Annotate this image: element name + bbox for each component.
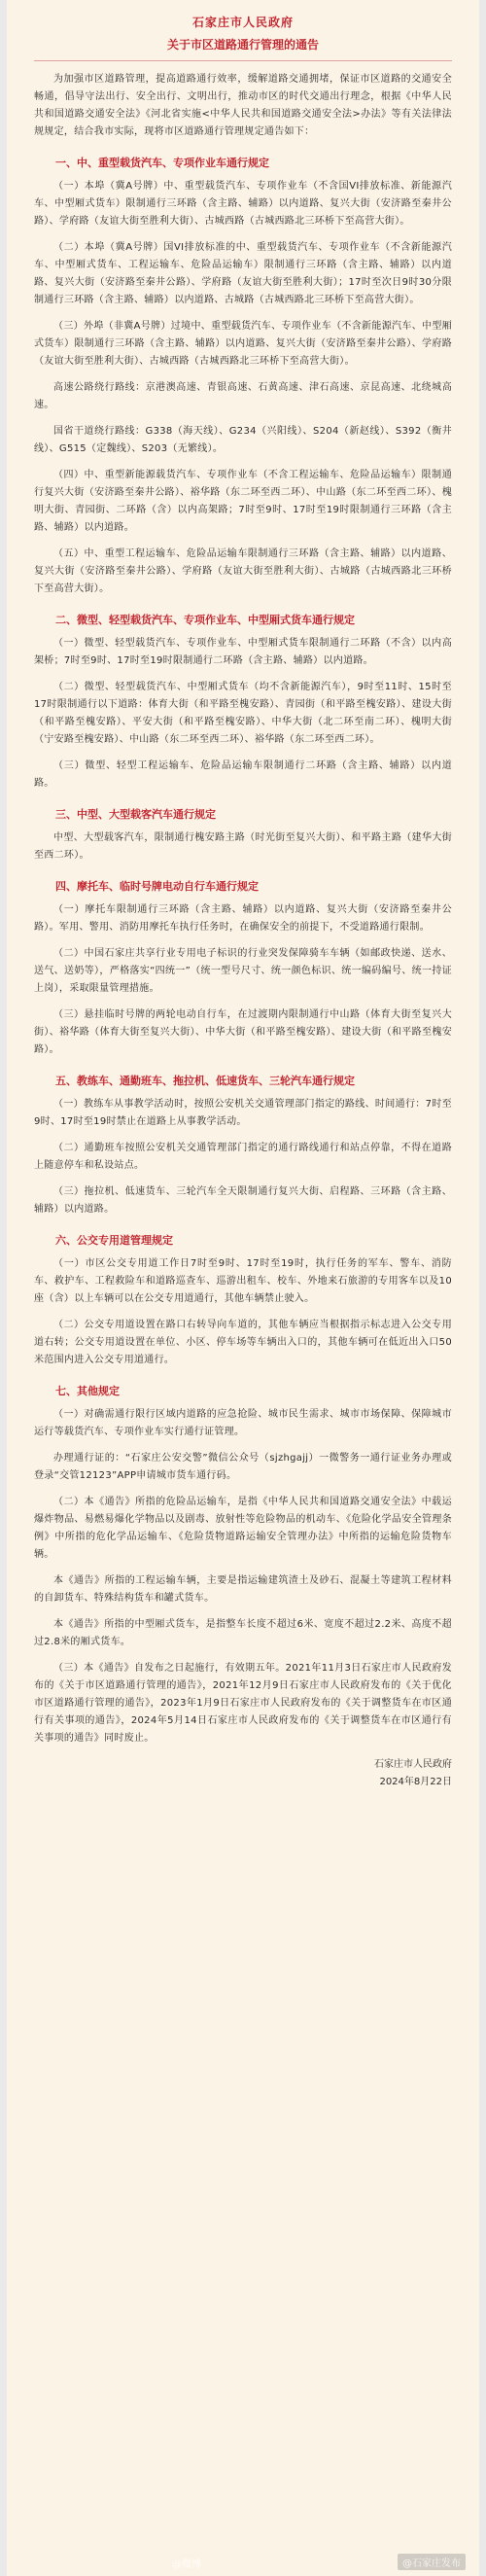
watermark-right: @石家庄发布	[398, 2554, 466, 2570]
signature-org: 石家庄市人民政府	[374, 1759, 452, 1770]
document-title: 关于市区道路通行管理的通告	[166, 38, 319, 52]
section	[34, 612, 452, 793]
title-divider	[34, 60, 452, 61]
section-paragraph: （四）中、重型新能源载货汽车、专项作业车（不含工程运输车、危险品运输车）限制通行复兴大街（安济路至秦井公路）、裕华路（东二环至西二环）、中山路（东二环至西二环）、槐明大街、青园街、二环路（含）以内高架路；7时至9时、17时至19时限制通行三环路（含主路、辅路）以内道路。	[34, 470, 452, 533]
section-title: 三、中型、大型载客汽车通行规定	[55, 808, 216, 821]
section-paragraph: （五）中、重型工程运输车、危险品运输车限制通行三环路（含主路、辅路）以内道路、复兴大街（安济路至秦井公路）、学府路（友谊大街至胜利大街）、古城路（古城西路北三环桥下至高营大街）。	[34, 548, 452, 594]
section-paragraph: （一）本埠（冀A号牌）中、重型载货汽车、专项作业车（不含国VI排放标准、新能源汽车、中型厢式货车）限制通行三环路（含主路、辅路）以内道路、复兴大街（安济路至秦井公路）、学府路（友谊大街至胜利大街）、古城西路（古城西路北三环桥下至高营大街）。	[34, 181, 452, 227]
signature-block	[34, 1756, 452, 1791]
section-title: 二、微型、轻型载货汽车、专项作业车、中型厢式货车通行规定	[55, 614, 355, 626]
section-paragraph: （二）公交专用道设置在路口右转导向车道的，其他车辆应当根据指示标志进入公交专用道右转；公交专用道设置在单位、小区、停车场等车辆出入口的，其他车辆可在低近出入口50米范围内进入公交专用道通行。	[34, 1320, 452, 1365]
intro-paragraph: 为加强市区道路管理，提高道路通行效率，缓解道路交通拥堵，保证市区道路的交通安全畅通，倡导守法出行、安全出行、文明出行，推动市区的时代交通出行理念，根据《中华人民共和国道路交通安全法》《河北省实施<中华人民共和国道路交通安全法>办法》等有关法律法规规定，结合我市实际，现将市区道路通行管理规定通告如下：	[34, 74, 452, 137]
section	[34, 806, 452, 865]
section-title: 五、教练车、通勤班车、拖拉机、低速货车、三轮汽车通行规定	[55, 1075, 355, 1087]
section-paragraph: 国省干道绕行路线：G338（海天线）、G234（兴阳线）、S204（新赵线）、S392（衡井线）、G515（定魏线）、S203（无繁线）。	[34, 426, 452, 454]
section-paragraph: （三）本《通告》自发布之日起施行，有效期五年。2021年11月3日石家庄市人民政府发布的《关于市区道路通行管理的通告》，2021年12月9日石家庄市人民政府发布的《关于优化市区道路通行管理的通告》，2023年1月9日石家庄市人民政府发布的《关于调整货车在市区通行有关事项的通告》，2024年5月14日石家庄市人民政府发布的《关于调整货车在市区通行有关事项的通告》同时废止。	[34, 1663, 452, 1744]
section-paragraph: （一）微型、轻型载货汽车、专项作业车、中型厢式货车限制通行二环路（不含）以内高架桥；7时至9时、17时至19时限制通行二环路（含主路、辅路）以内道路。	[34, 638, 452, 666]
section	[34, 878, 452, 1059]
section-paragraph: 中型、大型载客汽车，限制通行槐安路主路（时光街至复兴大街）、和平路主路（建华大街至西二环）。	[34, 832, 452, 861]
section-paragraph: （一）市区公交专用道工作日7时至9时、17时至19时，执行任务的军车、警车、消防车、救护车、工程救险车和道路巡查车、巡游出租车、校车、外地来石旅游的专用客车以及10座（含）以上车辆可以在公交专用道通行，其他车辆禁止驶入。	[34, 1258, 452, 1304]
section-paragraph: （三）外埠（非冀A号牌）过境中、重型载货汽车、专项作业车（不含新能源汽车、中型厢式货车）限制通行三环路（含主路、辅路）以内道路、复兴大街（安济路至秦井公路）、学府路（友谊大街至胜利大街）、古城西路（古城西路北三环桥下至高营大街）。	[34, 321, 452, 367]
section-paragraph: （一）摩托车限制通行三环路（含主路、辅路）以内道路、复兴大街（安济路至秦井公路）。军用、警用、消防用摩托车执行任务时，在确保安全的前提下，不受道路通行限制。	[34, 904, 452, 933]
section-title: 四、摩托车、临时号牌电动自行车通行规定	[55, 880, 259, 893]
notice-document	[7, 0, 479, 2576]
section-paragraph: 高速公路绕行路线：京港澳高速、青银高速、石黄高速、津石高速、京昆高速、北绕城高速。	[34, 382, 452, 410]
section-paragraph: （二）通勤班车按照公安机关交通管理部门指定的通行路线通行和站点停靠，不得在道路上随意停车和私设站点。	[34, 1143, 452, 1171]
document-header	[34, 14, 452, 53]
section	[34, 1232, 452, 1369]
section-paragraph: 本《通告》所指的中型厢式货车，是指整车长度不超过6米、宽度不超过2.2米、高度不超过2.8米的厢式货车。	[34, 1619, 452, 1647]
section-paragraph: （一）对确需通行限行区域内道路的应急抢险、城市民生需求、城市市场保障、保障城市运行等载货汽车、专项作业车实行通行证管理。	[34, 1409, 452, 1437]
section-paragraph: （三）悬挂临时号牌的两轮电动自行车，在过渡期内限制通行中山路（体育大街至复兴大街）、裕华路（体育大街至复兴大街）、中华大街（和平路至槐安路）、建设大街（和平路至槐安路）。	[34, 1009, 452, 1055]
section	[34, 155, 452, 598]
issuer-name: 石家庄市人民政府	[191, 16, 294, 29]
sections-container	[34, 155, 452, 1747]
section-paragraph: （三）拖拉机、低速货车、三轮汽车全天限制通行复兴大街、启程路、三环路（含主路、辅路）以内道路。	[34, 1186, 452, 1215]
section-title: 六、公交专用道管理规定	[55, 1234, 173, 1247]
section-paragraph: （二）本埠（冀A号牌）国VI排放标准的中、重型载货汽车、专项作业车（不含新能源汽车、中型厢式货车、工程运输车、危险品运输车）限制通行三环路（含主路、辅路）以内道路、复兴大街（安济路至秦井公路）、学府路（友谊大街至胜利大街）；17时至次日9时30分限制通行三环路（含主路、辅路）以内道路、古城路（古城西路北三环桥下至高营大街）。	[34, 242, 452, 305]
section-paragraph: （二）中国石家庄共享行业专用电子标识的行业突发保障骑车车辆（如邮政快递、送水、送气、送奶等），严格落实“四统一”（统一型号尺寸、统一颜色标识、统一编码编号、统一持证上岗），采取限量管理措施。	[34, 948, 452, 994]
section-paragraph: 本《通告》所指的工程运输车辆，主要是指运输建筑渣土及砂石、混凝土等建筑工程材料的自卸货车、特殊结构货车和罐式货车。	[34, 1575, 452, 1604]
section	[34, 1073, 452, 1218]
section-title: 一、中、重型载货汽车、专项作业车通行规定	[55, 157, 269, 169]
section-paragraph: （三）微型、轻型工程运输车、危险品运输车限制通行二环路（含主路、辅路）以内道路。	[34, 760, 452, 789]
signature-date: 2024年8月22日	[379, 1777, 452, 1787]
section-paragraph: （二）本《通告》所指的危险品运输车，是指《中华人民共和国道路交通安全法》中载运爆炸物品、易燃易爆化学物品以及剧毒、放射性等危险物品的机动车、《危险化学品安全管理条例》中所指的危化学品运输车、《危险货物道路运输安全管理办法》中所指的运输危险货物车辆。	[34, 1497, 452, 1560]
watermark-left: @微博	[172, 2559, 201, 2570]
section-paragraph: （二）微型、轻型载货汽车、中型厢式货车（均不含新能源汽车），9时至11时、15时至17时限制通行以下道路：体育大街（和平路至槐安路）、青园街（和平路至槐安路）、建设大街（和平路至槐安路）、平安大街（和平路至槐安路）、中华大街（北二环至南二环）、槐明大街（宁安路至槐安路）、中山路（东二环至西二环）、裕华路（东二环至西二环）。	[34, 682, 452, 745]
section-paragraph: （一）教练车从事教学活动时，按照公安机关交通管理部门指定的路线、时间通行：7时至9时、17时至19时禁止在道路上从事教学活动。	[34, 1099, 452, 1127]
section-title: 七、其他规定	[55, 1385, 120, 1397]
intro-section	[34, 71, 452, 141]
section	[34, 1383, 452, 1747]
section-paragraph: 办理通行证的：“石家庄公安交警”微信公众号（sjzhgajj）一微警务一通行证业务办理或登录“交管12123”APP申请城市货车通行码。	[34, 1453, 452, 1481]
